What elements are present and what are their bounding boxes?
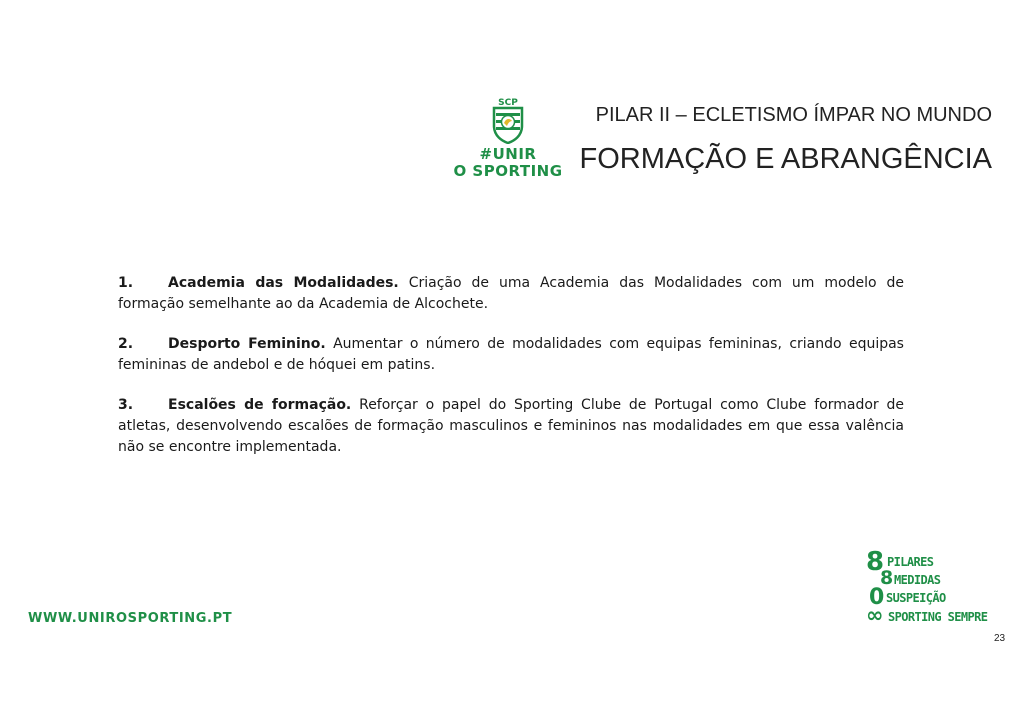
- pillars-number-8: 8: [866, 547, 885, 577]
- measures-number-8: 8: [880, 567, 894, 589]
- pillars-word-suspeicao: SUSPEIÇÃO: [886, 591, 946, 605]
- list-item: [118, 334, 904, 376]
- pillars-word-medidas: MEDIDAS: [894, 573, 941, 587]
- pillars-number-0: 0: [869, 585, 885, 610]
- page-title: FORMAÇÃO E ABRANGÊNCIA: [579, 143, 992, 175]
- crest-initials: SCP: [498, 98, 518, 108]
- logo-club-text: O SPORTING: [453, 162, 563, 180]
- item-number: 1.: [118, 275, 134, 291]
- pilar-subtitle: PILAR II – ECLETISMO ÍMPAR NO MUNDO: [595, 104, 992, 126]
- item-heading: Academia das Modalidades.: [168, 275, 399, 291]
- sporting-crest-icon: [490, 96, 526, 144]
- list-item: [118, 395, 904, 458]
- pillars-logo: [866, 549, 996, 627]
- website-link[interactable]: WWW.UNIROSPORTING.PT: [28, 611, 233, 626]
- page-number: 23: [994, 633, 1006, 644]
- item-number: 2.: [118, 336, 134, 352]
- item-heading: Desporto Feminino.: [168, 336, 326, 352]
- infinity-icon: ∞: [866, 603, 884, 627]
- item-text: Aumentar o número de modalidades com equipas femininas, criando equipas femininas de andebol e de hóquei em patins.: [118, 336, 904, 373]
- pillars-word-sporting-sempre: SPORTING SEMPRE: [888, 610, 988, 624]
- list-item: [118, 273, 904, 315]
- item-text: Reforçar o papel do Sporting Clube de Portugal como Clube formador de atletas, desenvolvendo escalões de formação masculinos e femininos nas modalidades em que essa valência não se encontre implementada.: [118, 397, 905, 455]
- item-heading: Escalões de formação.: [168, 397, 352, 413]
- unir-o-sporting-logo: [452, 96, 564, 182]
- item-text: Criação de uma Academia das Modalidades com um modelo de formação semelhante ao da Academia de Alcochete.: [118, 275, 905, 312]
- measures-list: [118, 273, 904, 477]
- logo-hashtag-text: #UNIR: [479, 145, 537, 163]
- pillars-word-pilares: PILARES: [887, 555, 934, 569]
- item-number: 3.: [118, 397, 134, 413]
